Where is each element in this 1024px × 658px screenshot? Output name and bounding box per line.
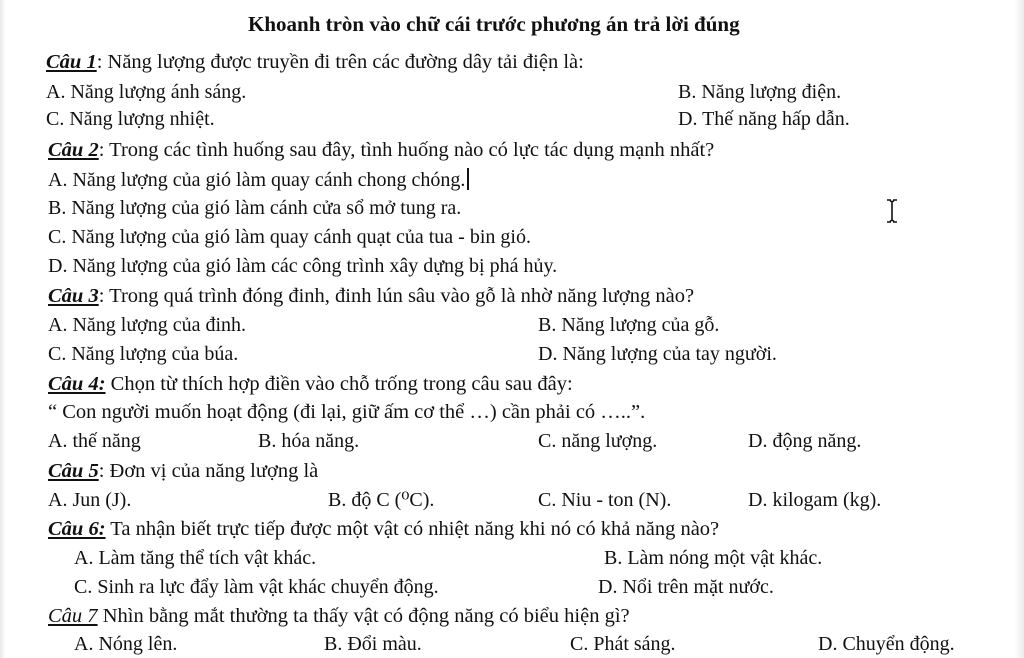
question-7-label: Câu 7 bbox=[48, 605, 98, 627]
question-3-text: Trong quá trình đóng đinh, đinh lún sâu vào gỗ là nhờ năng lượng nào? bbox=[104, 285, 695, 307]
q7-option-a[interactable]: A. Nóng lên. bbox=[74, 633, 178, 655]
question-2-sep: : bbox=[98, 139, 105, 161]
q6-option-c[interactable]: C. Sinh ra lực đẩy làm vật khác chuyển động. bbox=[74, 576, 439, 598]
q7-option-b[interactable]: B. Đổi màu. bbox=[324, 633, 422, 655]
q2-option-b[interactable]: B. Năng lượng của gió làm cánh cửa sổ mở tung ra. bbox=[48, 197, 462, 219]
q7-option-c[interactable]: C. Phát sáng. bbox=[570, 633, 676, 655]
question-7 bbox=[48, 604, 630, 628]
q5-option-a[interactable]: A. Jun (J). bbox=[48, 489, 132, 511]
question-1 bbox=[46, 50, 584, 74]
question-2-label: Câu 2 bbox=[48, 139, 99, 161]
question-7-text: Nhìn bằng mắt thường ta thấy vật có động năng có biểu hiện gì? bbox=[97, 605, 630, 627]
question-4-label: Câu 4: bbox=[48, 373, 106, 395]
question-4-text: Chọn từ thích hợp điền vào chỗ trống trong câu sau đây: bbox=[105, 373, 573, 395]
q3-option-b[interactable]: B. Năng lượng của gỗ. bbox=[538, 314, 720, 336]
q1-option-b[interactable]: B. Năng lượng điện. bbox=[678, 81, 842, 103]
q6-option-d[interactable]: D. Nổi trên mặt nước. bbox=[598, 576, 774, 598]
q6-option-b[interactable]: B. Làm nóng một vật khác. bbox=[604, 547, 823, 569]
q5-option-c[interactable]: C. Niu - ton (N). bbox=[538, 489, 672, 511]
question-6 bbox=[48, 517, 719, 541]
q1-option-d[interactable]: D. Thế năng hấp dẫn. bbox=[678, 108, 850, 130]
q1-option-a[interactable]: A. Năng lượng ánh sáng. bbox=[46, 81, 247, 103]
question-3-label: Câu 3 bbox=[48, 285, 99, 307]
question-6-text: Ta nhận biết trực tiếp được một vật có nhiệt năng khi nó có khả năng nào? bbox=[105, 518, 720, 540]
question-5-sep: : bbox=[98, 460, 105, 482]
question-6-label: Câu 6: bbox=[48, 518, 106, 540]
q2-option-d[interactable]: D. Năng lượng của gió làm các công trình xây dựng bị phá hủy. bbox=[48, 255, 558, 277]
q4-option-c[interactable]: C. năng lượng. bbox=[538, 430, 658, 452]
q1-option-c[interactable]: C. Năng lượng nhiệt. bbox=[46, 108, 215, 130]
question-1-label: Câu 1 bbox=[46, 51, 97, 73]
q5-option-d[interactable]: D. kilogam (kg). bbox=[748, 489, 882, 511]
q3-option-c[interactable]: C. Năng lượng của búa. bbox=[48, 343, 239, 365]
q2-option-a[interactable] bbox=[48, 168, 469, 192]
question-2-text: Trong các tình huống sau đây, tình huống nào có lực tác dụng mạnh nhất? bbox=[104, 139, 715, 161]
question-5-label: Câu 5 bbox=[48, 460, 99, 482]
q3-option-d[interactable]: D. Năng lượng của tay người. bbox=[538, 343, 777, 365]
q6-option-a[interactable]: A. Làm tăng thể tích vật khác. bbox=[74, 547, 317, 569]
q5-option-b[interactable]: B. độ C (⁰C). bbox=[328, 489, 435, 511]
q7-option-d[interactable]: D. Chuyển động. bbox=[818, 633, 955, 655]
question-4 bbox=[48, 372, 573, 396]
q3-option-a[interactable]: A. Năng lượng của đinh. bbox=[48, 314, 247, 336]
text-cursor bbox=[467, 168, 469, 190]
q4-option-d[interactable]: D. động năng. bbox=[748, 430, 862, 452]
page-title: Khoanh tròn vào chữ cái trước phương án trả lời đúng bbox=[248, 12, 740, 36]
q2-option-a-text: A. Năng lượng của gió làm quay cánh chong chóng. bbox=[48, 169, 466, 191]
question-1-text: Năng lượng được truyền đi trên các đường dây tải điện là: bbox=[102, 51, 584, 73]
question-1-sep: : bbox=[96, 51, 103, 73]
q2-option-c[interactable]: C. Năng lượng của gió làm quay cánh quạt của tua - bin gió. bbox=[48, 226, 531, 248]
question-2 bbox=[48, 138, 714, 162]
question-3-sep: : bbox=[98, 285, 105, 307]
question-5-text: Đơn vị của năng lượng là bbox=[104, 460, 319, 482]
ibeam-cursor-icon bbox=[885, 199, 899, 223]
q4-option-a[interactable]: A. thế năng bbox=[48, 430, 141, 452]
question-5 bbox=[48, 459, 318, 483]
question-4-quote: “ Con người muốn hoạt động (đi lại, giữ ấm cơ thể …) cần phải có …..”. bbox=[48, 401, 646, 423]
question-3 bbox=[48, 284, 694, 308]
q4-option-b[interactable]: B. hóa năng. bbox=[258, 430, 360, 452]
